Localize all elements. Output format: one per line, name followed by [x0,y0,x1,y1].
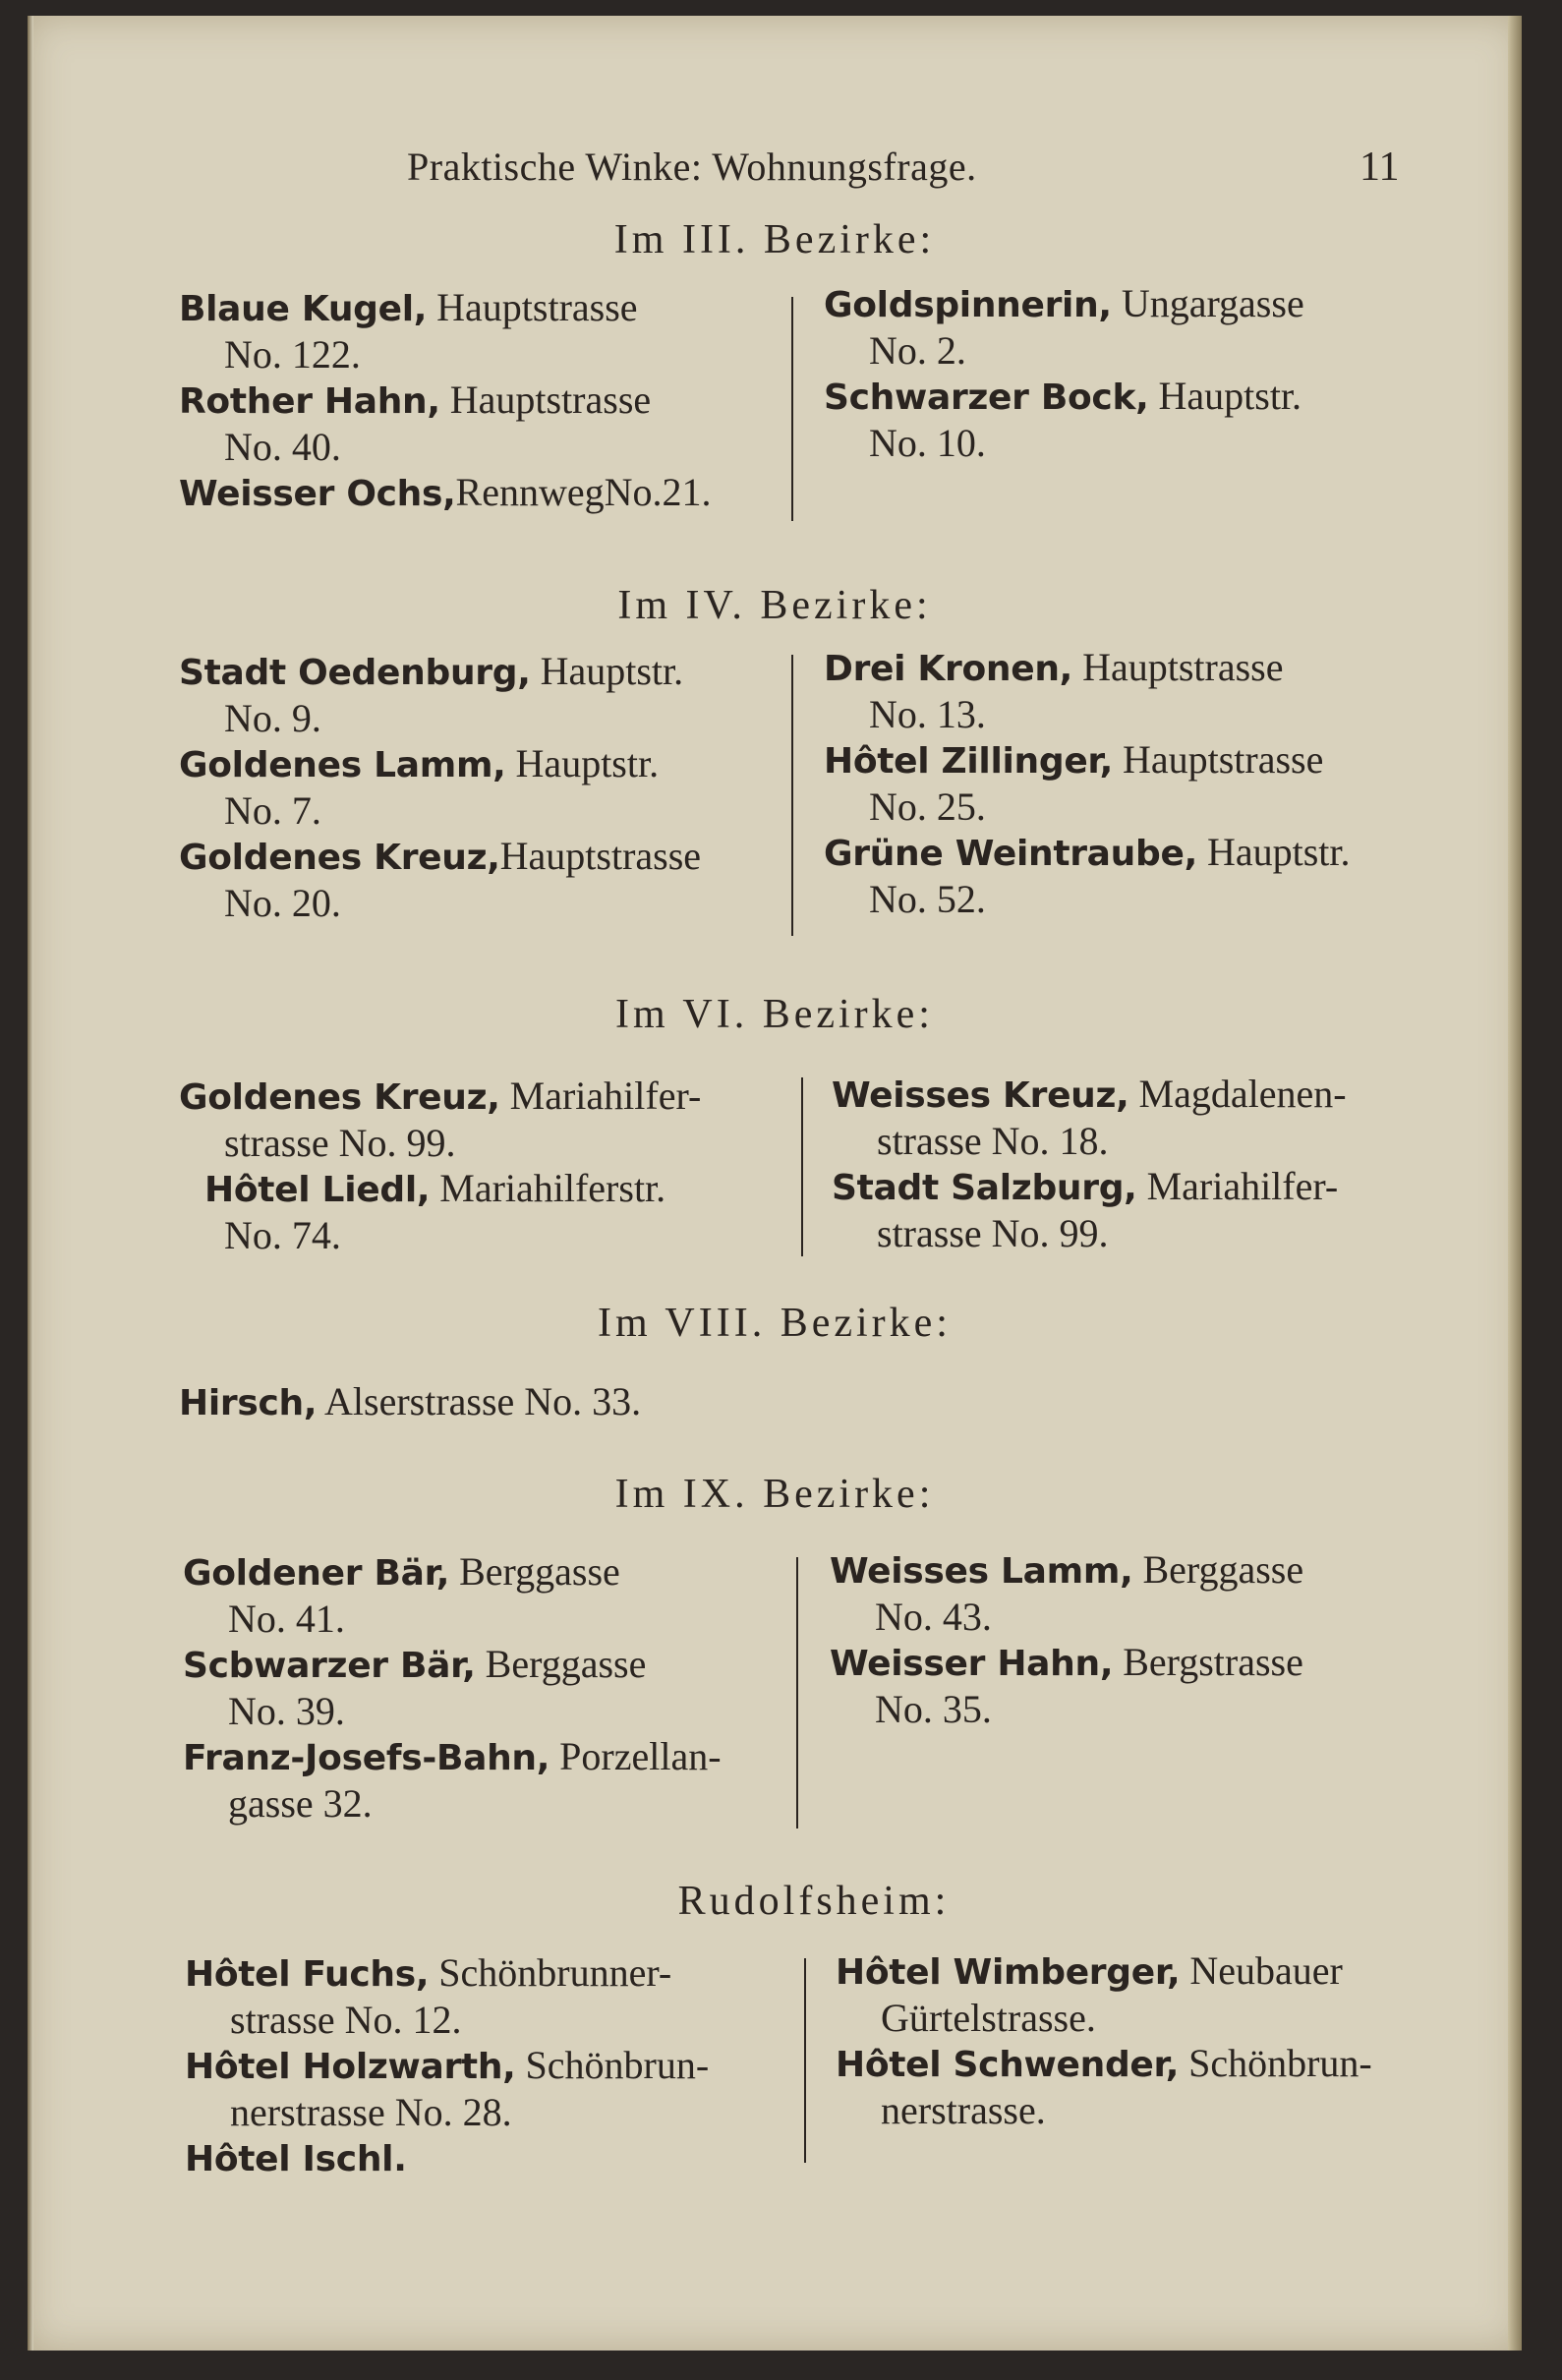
hotel-name: Drei Kronen, [824,649,1073,689]
hotel-address: Hauptstr. [530,649,684,693]
hotel-name: Goldenes Lamm, [179,745,506,785]
column-divider [796,1557,798,1829]
hotel-address: Berggasse [475,1642,647,1686]
list-item [179,1166,701,1258]
list-item [179,1378,641,1424]
hotel-address-cont: strasse No. 12. [230,1998,462,2042]
hotel-name: Weisses Kreuz, [832,1075,1129,1116]
hotel-address: Hauptstrasse [499,834,702,878]
hotel-address: Hauptstrasse [427,285,638,329]
list-item [179,377,712,470]
hotel-address-cont: No. 39. [228,1689,345,1733]
hotel-address-cont: No. 9. [224,696,321,740]
hotel-name: Weisses Lamm, [830,1551,1133,1592]
hotel-name: Hirsch, [179,1383,318,1423]
hotel-address: Porzellan- [550,1734,722,1778]
list-item [179,649,701,741]
hotel-name: Hôtel Schwender, [836,2045,1180,2085]
hotel-address: Alserstrasse No. 33. [317,1379,642,1423]
hotel-address: Ungargasse [1111,281,1304,325]
list-item [183,1734,722,1827]
hotel-name: Stadt Salzburg, [832,1168,1137,1208]
hotel-address-cont: No. 13. [869,692,986,736]
book-page [28,16,1522,2351]
hotel-address-cont: No. 2. [869,328,966,373]
hotel-address-cont: strasse No. 99. [224,1121,456,1165]
column-divider [791,297,793,521]
list-item [179,834,701,926]
column-divider [804,1958,806,2163]
hotel-name: Hôtel Zillinger, [824,741,1113,782]
hotel-address: Berggasse [1132,1547,1304,1592]
column-divider [801,1077,803,1256]
hotel-address: Schönbrun- [515,2043,710,2087]
page-number: 11 [1360,145,1400,190]
bezirk4-left-column [179,649,701,926]
list-item [824,645,1351,737]
list-item [836,1948,1372,2041]
section-heading-bezirk9: Im IX. Bezirke: [614,1472,935,1517]
hotel-address: Mariahilferstr. [430,1166,666,1210]
hotel-address-cont: No. 35. [875,1687,992,1731]
list-item [179,470,712,517]
hotel-address: Berggasse [449,1549,620,1594]
hotel-name: Hôtel Liedl, [204,1170,431,1210]
list-item [824,281,1304,374]
list-item [824,830,1351,922]
hotel-name: Hôtel Ischl. [185,2139,407,2179]
bezirk4-right-column [824,645,1351,922]
rudolfsheim-left-column [185,1950,709,2182]
hotel-name: Weisser Hahn, [830,1644,1114,1684]
bezirk9-left-column [183,1549,722,1827]
list-item [179,741,701,834]
bezirk6-right-column [832,1072,1347,1256]
page-edge-left [28,16,33,2351]
hotel-name: Franz-Josefs-Bahn, [183,1738,550,1778]
list-item [824,374,1304,466]
hotel-name: Goldener Bär, [183,1553,450,1594]
bezirk3-right-column [824,281,1304,466]
hotel-name: Scbwarzer Bär, [183,1646,476,1686]
hotel-name: Hôtel Wimberger, [836,1952,1181,1993]
hotel-name: Goldenes Kreuz, [179,838,500,878]
hotel-name: Grüne Weintraube, [824,834,1197,874]
bezirk6-left-column [179,1074,701,1258]
list-item [832,1072,1347,1164]
list-item [183,1642,722,1734]
list-item [830,1640,1303,1732]
hotel-address: Hauptstr. [1196,830,1351,874]
hotel-address: Schönbrun- [1179,2041,1372,2085]
running-title: Praktische Winke: Wohnungsfrage. [407,145,977,189]
hotel-address: Hauptstrasse [1112,737,1324,782]
hotel-address: Hauptstr. [1148,374,1302,418]
hotel-address-cont: No. 10. [869,421,986,465]
hotel-address-cont: No. 7. [224,788,321,833]
section-heading-bezirk8: Im VIII. Bezirke: [598,1301,952,1346]
list-item [185,1950,709,2043]
hotel-address-cont: No. 25. [869,784,986,829]
hotel-address-cont: No. 41. [228,1596,345,1641]
hotel-name: Schwarzer Bock, [824,377,1149,418]
section-heading-bezirk4: Im IV. Bezirke: [617,583,932,628]
hotel-name: Blaue Kugel, [179,289,428,329]
hotel-address-cont: No. 122. [224,332,361,377]
hotel-address: Hauptstr. [505,741,660,785]
hotel-address-cont: gasse 32. [228,1781,373,1826]
section-heading-rudolfsheim: Rudolfsheim: [677,1879,951,1924]
hotel-address: Neubauer [1180,1948,1343,1993]
hotel-address: Bergstrasse [1113,1640,1303,1684]
hotel-address: Schönbrunner- [429,1950,672,1995]
list-item [836,2041,1372,2133]
bezirk9-right-column [830,1547,1303,1732]
section-heading-bezirk3: Im III. Bezirke: [613,217,936,262]
hotel-address-cont: No. 52. [869,877,986,921]
hotel-address: Hauptstrasse [1072,645,1284,689]
rudolfsheim-right-column [836,1948,1372,2133]
hotel-name: Goldenes Kreuz, [179,1077,500,1118]
hotel-address-cont: No. 20. [224,881,341,925]
hotel-address-cont: No. 40. [224,425,341,469]
list-item [830,1547,1303,1640]
hotel-address-cont: strasse No. 99. [877,1211,1109,1255]
hotel-address-cont: No. 43. [875,1595,992,1639]
bezirk3-left-column [179,285,712,517]
page-header [28,132,1522,201]
hotel-address-cont: nerstrasse. [881,2088,1046,2132]
hotel-address-cont: Gürtelstrasse. [881,1996,1096,2040]
hotel-address: Magdalenen- [1128,1072,1347,1116]
hotel-address: Mariahilfer- [1136,1164,1339,1208]
section-heading-bezirk6: Im VI. Bezirke: [615,992,934,1037]
hotel-name: Goldspinnerin, [824,285,1112,325]
hotel-address-cont: nerstrasse No. 28. [230,2090,512,2134]
list-item [183,1549,722,1642]
list-item [179,1074,701,1166]
hotel-address: RennwegNo.21. [455,470,712,514]
hotel-name: Rother Hahn, [179,381,440,422]
hotel-name: Weisser Ochs, [179,474,456,514]
list-item [185,2135,709,2182]
hotel-address-cont: No. 74. [224,1213,341,1257]
hotel-name: Hôtel Holzwarth, [185,2047,516,2087]
list-item [185,2043,709,2135]
hotel-address: Mariahilfer- [499,1074,702,1118]
page-edge-right [1508,16,1522,2351]
list-item [832,1164,1347,1256]
hotel-address: Hauptstrasse [439,377,652,422]
hotel-name: Hôtel Fuchs, [185,1954,430,1995]
list-item [179,285,712,377]
column-divider [791,655,793,936]
hotel-name: Stadt Oedenburg, [179,653,531,693]
list-item [824,737,1351,830]
hotel-address-cont: strasse No. 18. [877,1119,1109,1163]
